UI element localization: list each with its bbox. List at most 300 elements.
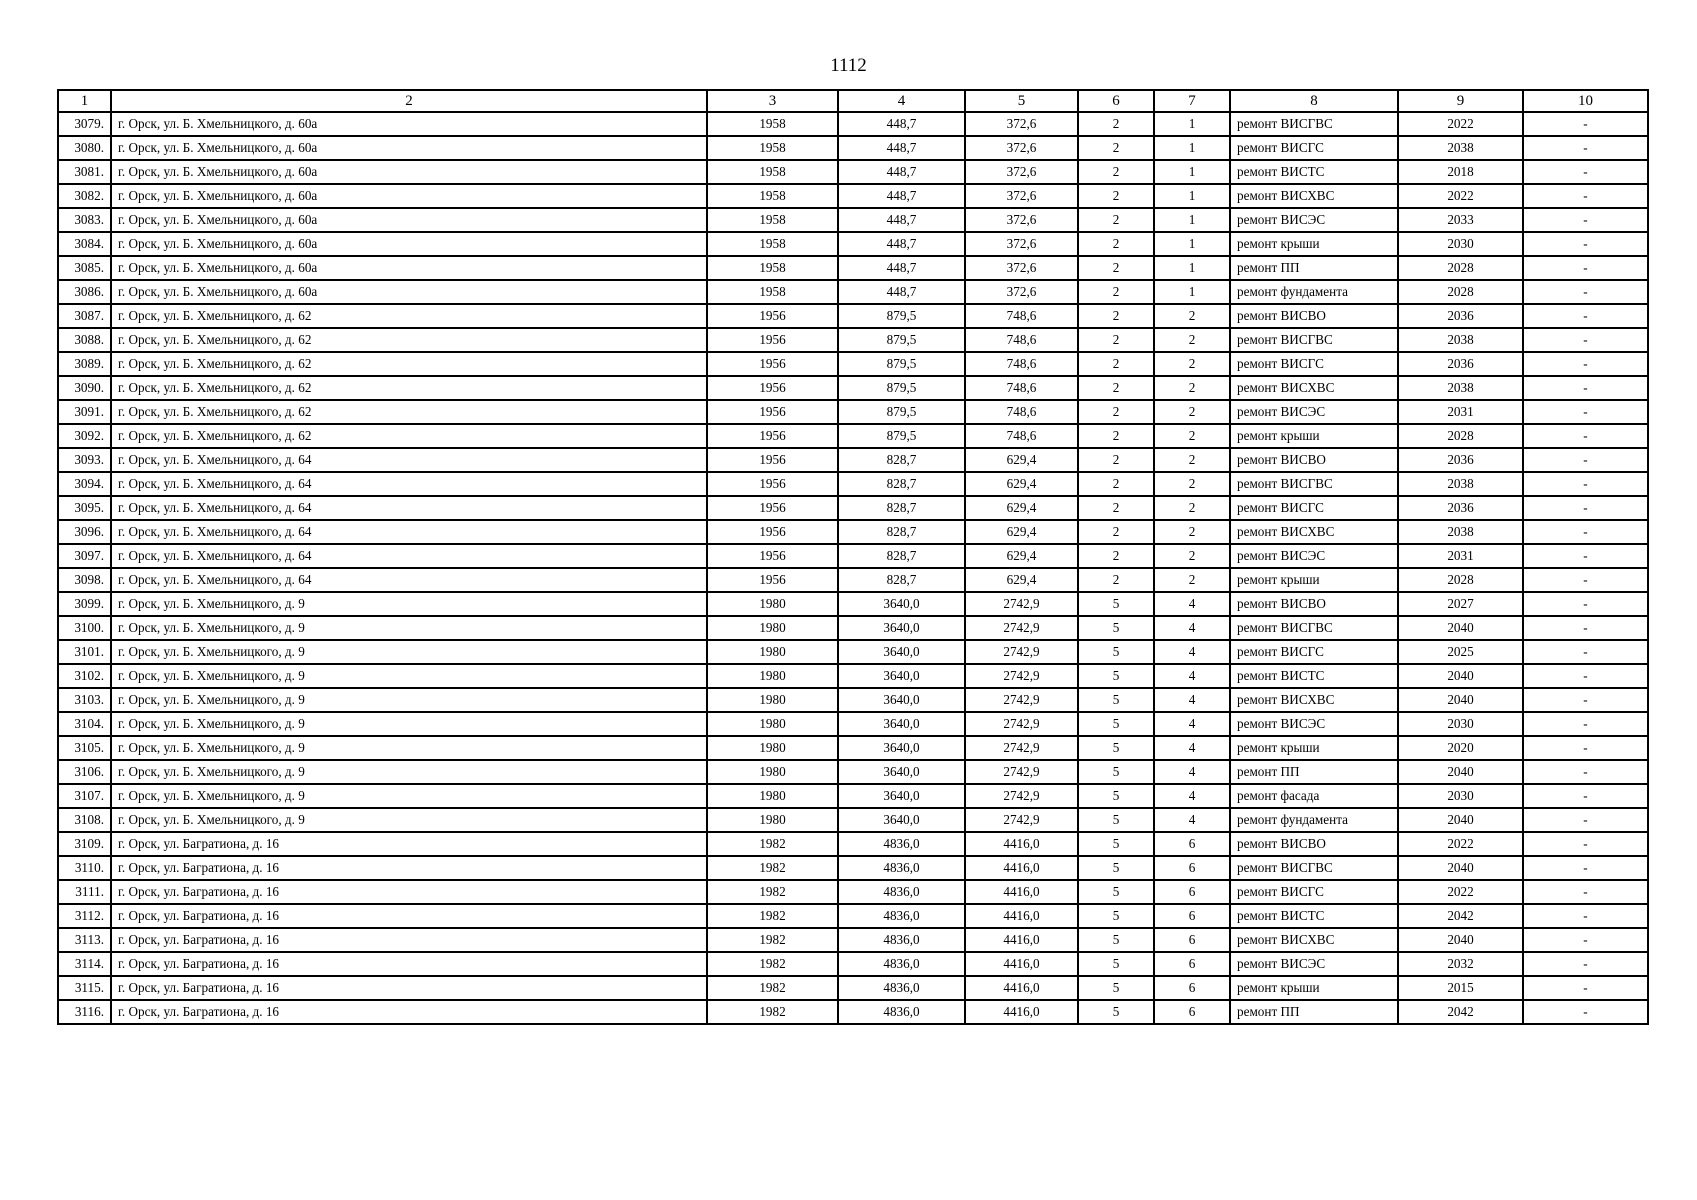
work-type-cell: ремонт крыши — [1230, 568, 1398, 592]
work-type-cell: ремонт ВИСВО — [1230, 592, 1398, 616]
entrances-cell: 4 — [1154, 592, 1230, 616]
floors-cell: 5 — [1078, 904, 1154, 928]
planned-year-cell: 2025 — [1398, 640, 1523, 664]
planned-year-cell: 2018 — [1398, 160, 1523, 184]
planned-year-cell: 2022 — [1398, 184, 1523, 208]
note-cell: - — [1523, 760, 1648, 784]
note-cell: - — [1523, 712, 1648, 736]
note-cell: - — [1523, 328, 1648, 352]
note-cell: - — [1523, 184, 1648, 208]
row-number-cell: 3116. — [58, 1000, 111, 1024]
address-cell: г. Орск, ул. Б. Хмельницкого, д. 60а — [111, 232, 707, 256]
table-row — [58, 880, 1648, 904]
floors-cell: 2 — [1078, 328, 1154, 352]
living-area-cell: 748,6 — [965, 328, 1078, 352]
address-cell: г. Орск, ул. Б. Хмельницкого, д. 60а — [111, 160, 707, 184]
floors-cell: 2 — [1078, 448, 1154, 472]
work-type-cell: ремонт ВИСХВС — [1230, 928, 1398, 952]
living-area-cell: 2742,9 — [965, 712, 1078, 736]
total-area-cell: 4836,0 — [838, 952, 965, 976]
planned-year-cell: 2038 — [1398, 472, 1523, 496]
address-cell: г. Орск, ул. Б. Хмельницкого, д. 62 — [111, 304, 707, 328]
entrances-cell: 4 — [1154, 784, 1230, 808]
entrances-cell: 4 — [1154, 808, 1230, 832]
total-area-cell: 879,5 — [838, 400, 965, 424]
table-row — [58, 448, 1648, 472]
table-row — [58, 568, 1648, 592]
planned-year-cell: 2038 — [1398, 136, 1523, 160]
entrances-cell: 4 — [1154, 736, 1230, 760]
row-number-cell: 3083. — [58, 208, 111, 232]
table-row — [58, 760, 1648, 784]
note-cell: - — [1523, 352, 1648, 376]
living-area-cell: 372,6 — [965, 256, 1078, 280]
year-built-cell: 1980 — [707, 808, 838, 832]
row-number-cell: 3101. — [58, 640, 111, 664]
address-cell: г. Орск, ул. Б. Хмельницкого, д. 62 — [111, 328, 707, 352]
address-cell: г. Орск, ул. Б. Хмельницкого, д. 60а — [111, 112, 707, 136]
address-cell: г. Орск, ул. Б. Хмельницкого, д. 64 — [111, 496, 707, 520]
entrances-cell: 1 — [1154, 112, 1230, 136]
table-row — [58, 304, 1648, 328]
floors-cell: 2 — [1078, 544, 1154, 568]
note-cell: - — [1523, 376, 1648, 400]
year-built-cell: 1982 — [707, 904, 838, 928]
planned-year-cell: 2042 — [1398, 904, 1523, 928]
year-built-cell: 1980 — [707, 688, 838, 712]
total-area-cell: 879,5 — [838, 424, 965, 448]
table-row — [58, 184, 1648, 208]
note-cell: - — [1523, 928, 1648, 952]
floors-cell: 2 — [1078, 112, 1154, 136]
planned-year-cell: 2036 — [1398, 496, 1523, 520]
planned-year-cell: 2040 — [1398, 928, 1523, 952]
total-area-cell: 879,5 — [838, 376, 965, 400]
planned-year-cell: 2022 — [1398, 880, 1523, 904]
total-area-cell: 448,7 — [838, 184, 965, 208]
work-type-cell: ремонт крыши — [1230, 736, 1398, 760]
planned-year-cell: 2036 — [1398, 304, 1523, 328]
floors-cell: 5 — [1078, 976, 1154, 1000]
year-built-cell: 1958 — [707, 280, 838, 304]
floors-cell: 5 — [1078, 880, 1154, 904]
living-area-cell: 748,6 — [965, 400, 1078, 424]
table-row — [58, 400, 1648, 424]
living-area-cell: 2742,9 — [965, 688, 1078, 712]
row-number-cell: 3095. — [58, 496, 111, 520]
total-area-cell: 448,7 — [838, 280, 965, 304]
floors-cell: 5 — [1078, 928, 1154, 952]
floors-cell: 5 — [1078, 664, 1154, 688]
work-type-cell: ремонт ВИСГВС — [1230, 112, 1398, 136]
address-cell: г. Орск, ул. Б. Хмельницкого, д. 64 — [111, 448, 707, 472]
row-number-cell: 3112. — [58, 904, 111, 928]
total-area-cell: 4836,0 — [838, 832, 965, 856]
year-built-cell: 1982 — [707, 928, 838, 952]
planned-year-cell: 2030 — [1398, 232, 1523, 256]
entrances-cell: 4 — [1154, 616, 1230, 640]
entrances-cell: 1 — [1154, 160, 1230, 184]
work-type-cell: ремонт фундамента — [1230, 280, 1398, 304]
total-area-cell: 3640,0 — [838, 664, 965, 688]
year-built-cell: 1958 — [707, 184, 838, 208]
living-area-cell: 748,6 — [965, 424, 1078, 448]
total-area-cell: 879,5 — [838, 304, 965, 328]
address-cell: г. Орск, ул. Б. Хмельницкого, д. 60а — [111, 184, 707, 208]
year-built-cell: 1956 — [707, 376, 838, 400]
living-area-cell: 372,6 — [965, 208, 1078, 232]
living-area-cell: 748,6 — [965, 352, 1078, 376]
total-area-cell: 448,7 — [838, 136, 965, 160]
note-cell: - — [1523, 832, 1648, 856]
note-cell: - — [1523, 520, 1648, 544]
total-area-cell: 4836,0 — [838, 904, 965, 928]
floors-cell: 2 — [1078, 184, 1154, 208]
work-type-cell: ремонт ВИСХВС — [1230, 376, 1398, 400]
total-area-cell: 828,7 — [838, 496, 965, 520]
table-row — [58, 496, 1648, 520]
year-built-cell: 1980 — [707, 592, 838, 616]
column-header: 10 — [1523, 90, 1648, 112]
row-number-cell: 3098. — [58, 568, 111, 592]
row-number-cell: 3082. — [58, 184, 111, 208]
note-cell: - — [1523, 472, 1648, 496]
planned-year-cell: 2020 — [1398, 736, 1523, 760]
row-number-cell: 3114. — [58, 952, 111, 976]
living-area-cell: 4416,0 — [965, 928, 1078, 952]
note-cell: - — [1523, 736, 1648, 760]
address-cell: г. Орск, ул. Багратиона, д. 16 — [111, 832, 707, 856]
total-area-cell: 4836,0 — [838, 856, 965, 880]
work-type-cell: ремонт ВИСЭС — [1230, 544, 1398, 568]
entrances-cell: 2 — [1154, 496, 1230, 520]
living-area-cell: 4416,0 — [965, 976, 1078, 1000]
living-area-cell: 372,6 — [965, 112, 1078, 136]
table-row — [58, 424, 1648, 448]
total-area-cell: 3640,0 — [838, 736, 965, 760]
entrances-cell: 6 — [1154, 952, 1230, 976]
year-built-cell: 1956 — [707, 520, 838, 544]
table-row — [58, 520, 1648, 544]
year-built-cell: 1982 — [707, 856, 838, 880]
year-built-cell: 1982 — [707, 832, 838, 856]
table-row — [58, 640, 1648, 664]
column-header: 1 — [58, 90, 111, 112]
year-built-cell: 1980 — [707, 736, 838, 760]
floors-cell: 2 — [1078, 136, 1154, 160]
floors-cell: 2 — [1078, 280, 1154, 304]
planned-year-cell: 2038 — [1398, 520, 1523, 544]
table-row — [58, 208, 1648, 232]
row-number-cell: 3087. — [58, 304, 111, 328]
total-area-cell: 4836,0 — [838, 976, 965, 1000]
entrances-cell: 1 — [1154, 208, 1230, 232]
living-area-cell: 4416,0 — [965, 1000, 1078, 1024]
table-row — [58, 976, 1648, 1000]
year-built-cell: 1956 — [707, 424, 838, 448]
entrances-cell: 6 — [1154, 1000, 1230, 1024]
column-header: 6 — [1078, 90, 1154, 112]
work-type-cell: ремонт ВИСВО — [1230, 832, 1398, 856]
work-type-cell: ремонт ВИСГС — [1230, 496, 1398, 520]
table-row — [58, 112, 1648, 136]
row-number-cell: 3091. — [58, 400, 111, 424]
entrances-cell: 6 — [1154, 832, 1230, 856]
living-area-cell: 629,4 — [965, 520, 1078, 544]
column-header: 4 — [838, 90, 965, 112]
total-area-cell: 3640,0 — [838, 592, 965, 616]
address-cell: г. Орск, ул. Багратиона, д. 16 — [111, 928, 707, 952]
column-header: 9 — [1398, 90, 1523, 112]
planned-year-cell: 2028 — [1398, 424, 1523, 448]
work-type-cell: ремонт ВИСГС — [1230, 136, 1398, 160]
year-built-cell: 1980 — [707, 640, 838, 664]
address-cell: г. Орск, ул. Б. Хмельницкого, д. 62 — [111, 376, 707, 400]
table-row — [58, 592, 1648, 616]
entrances-cell: 2 — [1154, 568, 1230, 592]
living-area-cell: 372,6 — [965, 136, 1078, 160]
column-header: 5 — [965, 90, 1078, 112]
work-type-cell: ремонт крыши — [1230, 232, 1398, 256]
work-type-cell: ремонт ВИСГС — [1230, 352, 1398, 376]
work-type-cell: ремонт фасада — [1230, 784, 1398, 808]
year-built-cell: 1980 — [707, 664, 838, 688]
address-cell: г. Орск, ул. Б. Хмельницкого, д. 9 — [111, 688, 707, 712]
work-type-cell: ремонт ВИСВО — [1230, 304, 1398, 328]
floors-cell: 2 — [1078, 160, 1154, 184]
living-area-cell: 2742,9 — [965, 592, 1078, 616]
row-number-cell: 3108. — [58, 808, 111, 832]
entrances-cell: 4 — [1154, 640, 1230, 664]
row-number-cell: 3088. — [58, 328, 111, 352]
entrances-cell: 1 — [1154, 280, 1230, 304]
planned-year-cell: 2040 — [1398, 808, 1523, 832]
header-row — [58, 90, 1648, 112]
column-header: 3 — [707, 90, 838, 112]
floors-cell: 2 — [1078, 472, 1154, 496]
row-number-cell: 3104. — [58, 712, 111, 736]
work-type-cell: ремонт ПП — [1230, 256, 1398, 280]
work-type-cell: ремонт ВИСГВС — [1230, 472, 1398, 496]
total-area-cell: 448,7 — [838, 232, 965, 256]
work-type-cell: ремонт фундамента — [1230, 808, 1398, 832]
entrances-cell: 2 — [1154, 328, 1230, 352]
year-built-cell: 1982 — [707, 880, 838, 904]
work-type-cell: ремонт ВИСТС — [1230, 160, 1398, 184]
total-area-cell: 828,7 — [838, 472, 965, 496]
floors-cell: 2 — [1078, 520, 1154, 544]
table-row — [58, 832, 1648, 856]
note-cell: - — [1523, 448, 1648, 472]
floors-cell: 2 — [1078, 256, 1154, 280]
table-row — [58, 688, 1648, 712]
year-built-cell: 1982 — [707, 976, 838, 1000]
planned-year-cell: 2036 — [1398, 352, 1523, 376]
row-number-cell: 3105. — [58, 736, 111, 760]
address-cell: г. Орск, ул. Б. Хмельницкого, д. 9 — [111, 808, 707, 832]
planned-year-cell: 2040 — [1398, 760, 1523, 784]
note-cell: - — [1523, 808, 1648, 832]
year-built-cell: 1980 — [707, 712, 838, 736]
living-area-cell: 2742,9 — [965, 736, 1078, 760]
planned-year-cell: 2030 — [1398, 712, 1523, 736]
year-built-cell: 1958 — [707, 208, 838, 232]
year-built-cell: 1956 — [707, 496, 838, 520]
year-built-cell: 1980 — [707, 760, 838, 784]
living-area-cell: 372,6 — [965, 232, 1078, 256]
living-area-cell: 2742,9 — [965, 664, 1078, 688]
work-type-cell: ремонт ВИСЭС — [1230, 208, 1398, 232]
note-cell: - — [1523, 568, 1648, 592]
entrances-cell: 2 — [1154, 424, 1230, 448]
note-cell: - — [1523, 400, 1648, 424]
table-row — [58, 280, 1648, 304]
total-area-cell: 3640,0 — [838, 688, 965, 712]
address-cell: г. Орск, ул. Б. Хмельницкого, д. 9 — [111, 784, 707, 808]
address-cell: г. Орск, ул. Б. Хмельницкого, д. 60а — [111, 136, 707, 160]
note-cell: - — [1523, 112, 1648, 136]
note-cell: - — [1523, 1000, 1648, 1024]
address-cell: г. Орск, ул. Б. Хмельницкого, д. 64 — [111, 520, 707, 544]
address-cell: г. Орск, ул. Б. Хмельницкого, д. 9 — [111, 616, 707, 640]
planned-year-cell: 2022 — [1398, 112, 1523, 136]
total-area-cell: 3640,0 — [838, 712, 965, 736]
living-area-cell: 629,4 — [965, 496, 1078, 520]
year-built-cell: 1982 — [707, 1000, 838, 1024]
work-type-cell: ремонт ВИСГС — [1230, 640, 1398, 664]
living-area-cell: 629,4 — [965, 568, 1078, 592]
row-number-cell: 3080. — [58, 136, 111, 160]
floors-cell: 5 — [1078, 784, 1154, 808]
note-cell: - — [1523, 952, 1648, 976]
table-row — [58, 544, 1648, 568]
year-built-cell: 1956 — [707, 400, 838, 424]
table-row — [58, 136, 1648, 160]
year-built-cell: 1956 — [707, 352, 838, 376]
planned-year-cell: 2038 — [1398, 328, 1523, 352]
table-row — [58, 712, 1648, 736]
work-type-cell: ремонт ВИСТС — [1230, 664, 1398, 688]
year-built-cell: 1980 — [707, 784, 838, 808]
living-area-cell: 4416,0 — [965, 904, 1078, 928]
total-area-cell: 448,7 — [838, 112, 965, 136]
planned-year-cell: 2040 — [1398, 856, 1523, 880]
floors-cell: 5 — [1078, 712, 1154, 736]
row-number-cell: 3097. — [58, 544, 111, 568]
floors-cell: 5 — [1078, 640, 1154, 664]
floors-cell: 2 — [1078, 376, 1154, 400]
row-number-cell: 3094. — [58, 472, 111, 496]
entrances-cell: 2 — [1154, 472, 1230, 496]
floors-cell: 2 — [1078, 304, 1154, 328]
repair-schedule-table — [57, 89, 1649, 1025]
year-built-cell: 1958 — [707, 256, 838, 280]
total-area-cell: 448,7 — [838, 256, 965, 280]
address-cell: г. Орск, ул. Б. Хмельницкого, д. 60а — [111, 280, 707, 304]
total-area-cell: 879,5 — [838, 352, 965, 376]
entrances-cell: 2 — [1154, 448, 1230, 472]
living-area-cell: 4416,0 — [965, 832, 1078, 856]
total-area-cell: 3640,0 — [838, 760, 965, 784]
total-area-cell: 828,7 — [838, 448, 965, 472]
planned-year-cell: 2028 — [1398, 280, 1523, 304]
entrances-cell: 1 — [1154, 256, 1230, 280]
note-cell: - — [1523, 160, 1648, 184]
note-cell: - — [1523, 280, 1648, 304]
address-cell: г. Орск, ул. Б. Хмельницкого, д. 64 — [111, 472, 707, 496]
year-built-cell: 1956 — [707, 568, 838, 592]
address-cell: г. Орск, ул. Б. Хмельницкого, д. 9 — [111, 664, 707, 688]
planned-year-cell: 2038 — [1398, 376, 1523, 400]
table-row — [58, 904, 1648, 928]
note-cell: - — [1523, 904, 1648, 928]
floors-cell: 5 — [1078, 688, 1154, 712]
work-type-cell: ремонт крыши — [1230, 424, 1398, 448]
work-type-cell: ремонт ВИСГВС — [1230, 856, 1398, 880]
note-cell: - — [1523, 136, 1648, 160]
note-cell: - — [1523, 664, 1648, 688]
planned-year-cell: 2042 — [1398, 1000, 1523, 1024]
row-number-cell: 3110. — [58, 856, 111, 880]
note-cell: - — [1523, 976, 1648, 1000]
planned-year-cell: 2033 — [1398, 208, 1523, 232]
row-number-cell: 3099. — [58, 592, 111, 616]
year-built-cell: 1956 — [707, 328, 838, 352]
planned-year-cell: 2032 — [1398, 952, 1523, 976]
floors-cell: 5 — [1078, 952, 1154, 976]
table-row — [58, 328, 1648, 352]
row-number-cell: 3113. — [58, 928, 111, 952]
address-cell: г. Орск, ул. Б. Хмельницкого, д. 9 — [111, 592, 707, 616]
entrances-cell: 2 — [1154, 304, 1230, 328]
planned-year-cell: 2031 — [1398, 400, 1523, 424]
table-row — [58, 808, 1648, 832]
table-body — [58, 112, 1648, 1024]
table-row — [58, 376, 1648, 400]
total-area-cell: 448,7 — [838, 208, 965, 232]
work-type-cell: ремонт ВИСХВС — [1230, 520, 1398, 544]
total-area-cell: 3640,0 — [838, 808, 965, 832]
entrances-cell: 6 — [1154, 976, 1230, 1000]
total-area-cell: 4836,0 — [838, 928, 965, 952]
total-area-cell: 448,7 — [838, 160, 965, 184]
year-built-cell: 1980 — [707, 616, 838, 640]
note-cell: - — [1523, 544, 1648, 568]
year-built-cell: 1956 — [707, 304, 838, 328]
row-number-cell: 3085. — [58, 256, 111, 280]
entrances-cell: 4 — [1154, 712, 1230, 736]
floors-cell: 2 — [1078, 496, 1154, 520]
note-cell: - — [1523, 304, 1648, 328]
row-number-cell: 3106. — [58, 760, 111, 784]
entrances-cell: 1 — [1154, 232, 1230, 256]
floors-cell: 2 — [1078, 424, 1154, 448]
work-type-cell: ремонт ВИСХВС — [1230, 184, 1398, 208]
entrances-cell: 1 — [1154, 184, 1230, 208]
living-area-cell: 629,4 — [965, 544, 1078, 568]
table-row — [58, 856, 1648, 880]
address-cell: г. Орск, ул. Багратиона, д. 16 — [111, 1000, 707, 1024]
total-area-cell: 4836,0 — [838, 1000, 965, 1024]
work-type-cell: ремонт ПП — [1230, 1000, 1398, 1024]
planned-year-cell: 2040 — [1398, 616, 1523, 640]
entrances-cell: 2 — [1154, 520, 1230, 544]
planned-year-cell: 2040 — [1398, 664, 1523, 688]
row-number-cell: 3089. — [58, 352, 111, 376]
row-number-cell: 3096. — [58, 520, 111, 544]
planned-year-cell: 2040 — [1398, 688, 1523, 712]
address-cell: г. Орск, ул. Багратиона, д. 16 — [111, 856, 707, 880]
